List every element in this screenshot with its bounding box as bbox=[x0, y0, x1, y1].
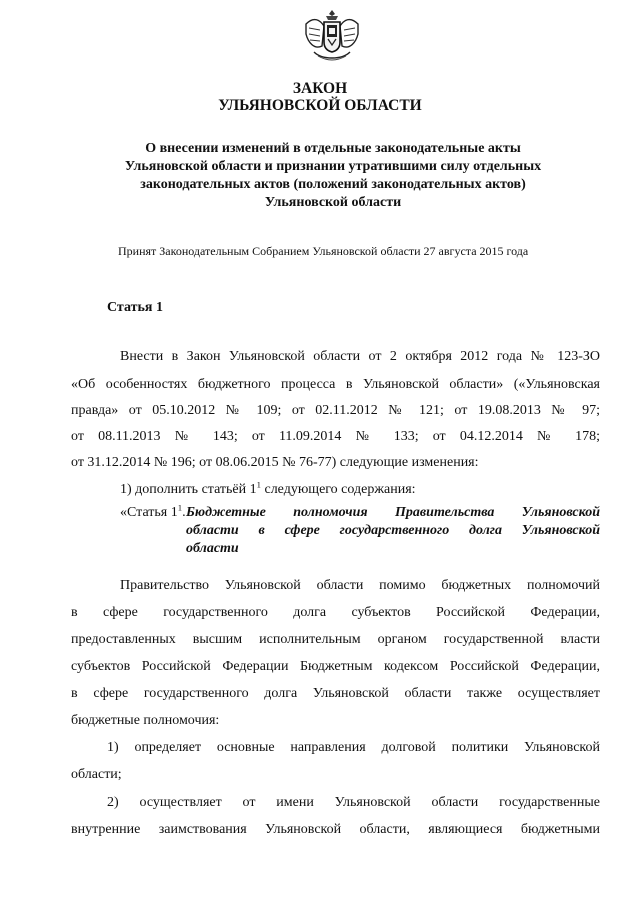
body-line: области; bbox=[71, 767, 122, 782]
superscript: 1 bbox=[177, 502, 183, 513]
body-line: субъектов Российской Федерации Бюджетным кодексом Российской Федерации, bbox=[71, 659, 600, 674]
intro-line: правда» от 05.10.2012 № 109; от 02.11.2012 № 121; от 19.08.2013 № 97; bbox=[71, 403, 600, 418]
body-line: бюджетные полномочия: bbox=[71, 713, 220, 728]
adoption-note: Принят Законодательным Собранием Ульяновской области 27 августа 2015 года bbox=[118, 244, 529, 258]
intro-line: «Об особенностях бюджетного процесса в Ульяновской области» («Ульяновская bbox=[71, 377, 600, 392]
law-title-line: Ульяновской области bbox=[264, 195, 402, 210]
law-title-line: Ульяновской области и признании утратившими силу отдельных bbox=[124, 159, 542, 174]
coat-of-arms-emblem bbox=[300, 6, 364, 66]
new-article-title-line: Бюджетные полномочия Правительства Ульяновской bbox=[186, 505, 600, 520]
law-title-line: О внесении изменений в отдельные законодательные акты bbox=[145, 141, 521, 156]
amendment-item-text: 1) дополнить статьёй 1 bbox=[120, 482, 257, 497]
region-heading: УЛЬЯНОВСКОЙ ОБЛАСТИ bbox=[218, 97, 422, 114]
new-article-prefix: «Статья 1 bbox=[120, 505, 178, 520]
body-line: предоставленных высшим исполнительным органом государственной власти bbox=[71, 632, 600, 647]
intro-line: Внести в Закон Ульяновской области от 2 октября 2012 года № 123-ЗО bbox=[120, 349, 600, 364]
intro-line: от 08.11.2013 № 143; от 11.09.2014 № 133; от 04.12.2014 № 178; bbox=[71, 429, 600, 444]
superscript: 1 bbox=[256, 479, 261, 490]
amendment-item-tail: следующего содержания: bbox=[260, 482, 416, 497]
amendment-item-1 bbox=[120, 479, 416, 498]
new-article-label bbox=[120, 502, 186, 521]
body-line: Правительство Ульяновской области помимо бюджетных полномочий bbox=[120, 578, 600, 593]
article-heading: Статья 1 bbox=[107, 300, 163, 315]
new-article-title-line: области bbox=[186, 541, 239, 556]
intro-line: от 31.12.2014 № 196; от 08.06.2015 № 76-77) следующие изменения: bbox=[71, 455, 479, 470]
law-title-line: законодательных актов (положений законодательных актов) bbox=[140, 177, 526, 192]
body-line: 2) осуществляет от имени Ульяновской области государственные bbox=[107, 795, 600, 810]
new-article-dot: . bbox=[182, 505, 186, 520]
new-article-title-line: области в сфере государственного долга Ульяновской bbox=[186, 523, 600, 538]
body-line: внутренние заимствования Ульяновской области, являющиеся бюджетными bbox=[71, 822, 600, 837]
body-line: в сфере государственного долга Ульяновской области также осуществляет bbox=[71, 686, 600, 701]
body-line: в сфере государственного долга субъектов Российской Федерации, bbox=[71, 605, 600, 620]
body-line: 1) определяет основные направления долговой политики Ульяновской bbox=[107, 740, 600, 755]
law-heading: ЗАКОН bbox=[292, 80, 348, 97]
